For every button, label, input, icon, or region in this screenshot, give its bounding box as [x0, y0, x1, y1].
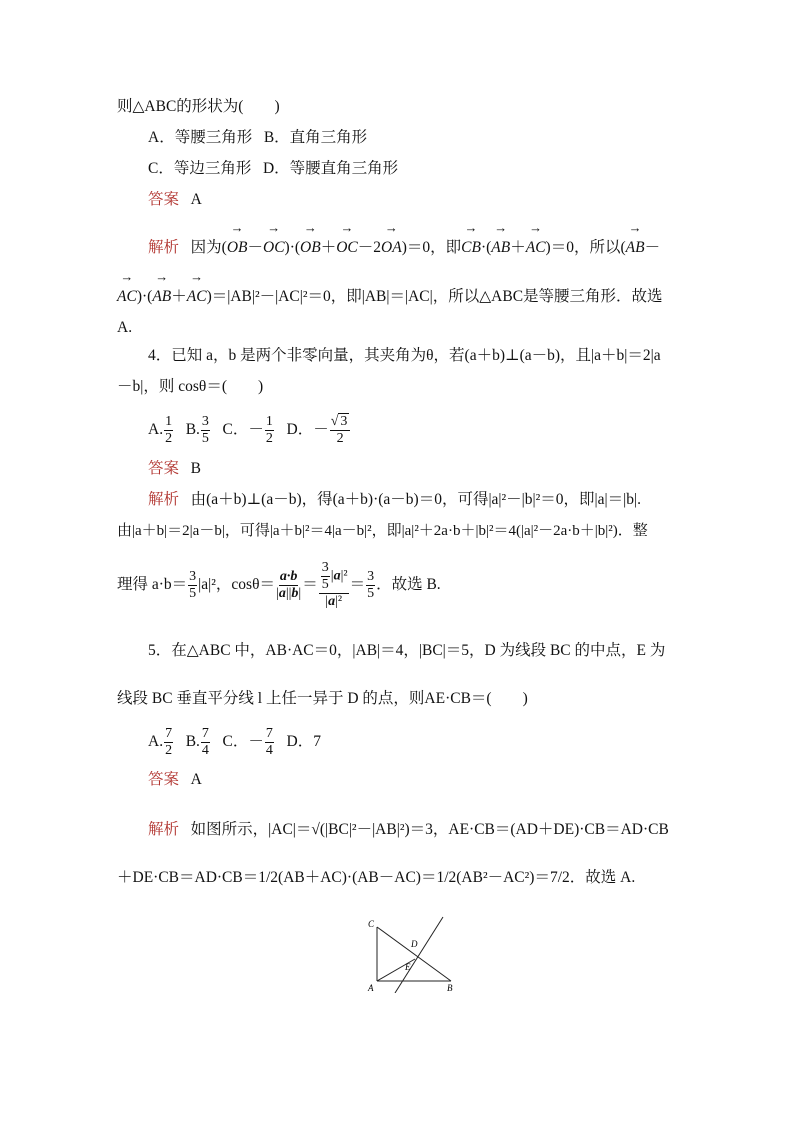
label-b: B: [447, 983, 453, 993]
q3-solution-line1: 解析 因为(→ OB－→ OC)·(→ OB＋→ OC－2→ OA)＝0，即→ CB·(→ AB＋→ AC)＝0，所以(→ AB－: [148, 238, 660, 258]
q3-options-row2: [148, 159, 398, 179]
q3-option-b: B．直角三角形: [263, 129, 368, 146]
analysis-label: 解析: [148, 239, 180, 256]
q3-solution-line3: A.: [117, 319, 133, 336]
q4-stem-line1: 4．已知 a，b 是两个非零向量，其夹角为θ，若(a＋b)⊥(a－b)，且|a＋b|＝2|a: [148, 347, 661, 364]
label-a: A: [368, 983, 374, 993]
q3-solution-line2: → AC)·(→ AB＋→ AC)＝|AB|²－|AC|²＝0，即|AB|＝|AC|，所以△ABC是等腰三角形．故选: [117, 287, 663, 307]
answer-label: 答案: [148, 771, 180, 788]
q5-answer: [148, 770, 202, 790]
q5-solution-line1: 解析 如图所示，|AC|＝√(|BC|²－|AB|²)＝3，AE·CB＝(AD＋DE)·CB＝AD·CB: [148, 821, 669, 838]
q3-option-a: A．等腰三角形: [148, 129, 253, 146]
label-c: C: [368, 919, 375, 929]
q3-stem: 则△ABC的形状为( ): [117, 98, 280, 115]
answer-value: A: [190, 771, 202, 788]
q4-answer: [148, 459, 201, 479]
q4-stem-line2: －b|，则 cosθ＝( ): [117, 378, 264, 395]
q4-solution-line1: 解析 由(a＋b)⊥(a－b)，得(a＋b)·(a－b)＝0，可得|a|²－|b|²＝0，即|a|＝|b|.: [148, 491, 641, 508]
q4-options: A. $\frac{1}{2}$ B. $\frac{3}{5}$ C．－ $\frac{1}{2}$ D．－ $\frac{√ 3}{2}$: [148, 410, 351, 450]
q5-options: A. $\frac{7}{2}$ B. $\frac{7}{4}$ C．－ $\frac{7}{4}$ D．7: [148, 725, 321, 758]
answer-label: 答案: [148, 460, 180, 477]
analysis-label: 解析: [148, 491, 180, 508]
q5-solution-line2: ＋DE·CB＝AD·CB＝1/2(AB＋AC)·(AB－AC)＝1/2(AB²－AC²)＝7/2．故选 A.: [117, 869, 636, 886]
analysis-label: 解析: [148, 821, 180, 838]
q3-option-d: D．等腰直角三角形: [262, 160, 399, 177]
answer-value: A: [190, 191, 202, 208]
q3-options-row1: [148, 128, 367, 148]
answer-value: B: [190, 460, 201, 477]
label-e: E: [405, 962, 411, 972]
q4-solution-line3: 理得 a·b＝ $\frac{3}{5}$ |a|²，cosθ＝ $\frac{a\cdot b}{|a||b|}$ ＝ $\frac{3}{5}$ |a|² |a|² ＝ $\frac{3}{5}$ ．故选 B.: [117, 560, 441, 610]
q5-stem-line1: 5．在△ABC 中，AB·AC＝0，|AB|＝4，|BC|＝5，D 为线段 BC 的中点，E 为: [148, 642, 666, 659]
answer-label: 答案: [148, 191, 180, 208]
q5-stem-line2: 线段 BC 垂直平分线 l 上任一异于 D 的点，则AE·CB＝( ): [117, 690, 528, 707]
triangle-figure: [365, 913, 485, 993]
q3-option-c: C．等边三角形: [148, 160, 252, 177]
q3-answer: [148, 190, 202, 210]
label-d: D: [411, 939, 418, 949]
q4-solution-line2: 由|a＋b|＝2|a－b|，可得|a＋b|²＝4|a－b|²，即|a|²＋2a·b＋|b|²＝4(|a|²－2a·b＋|b|²)．整: [117, 523, 648, 539]
